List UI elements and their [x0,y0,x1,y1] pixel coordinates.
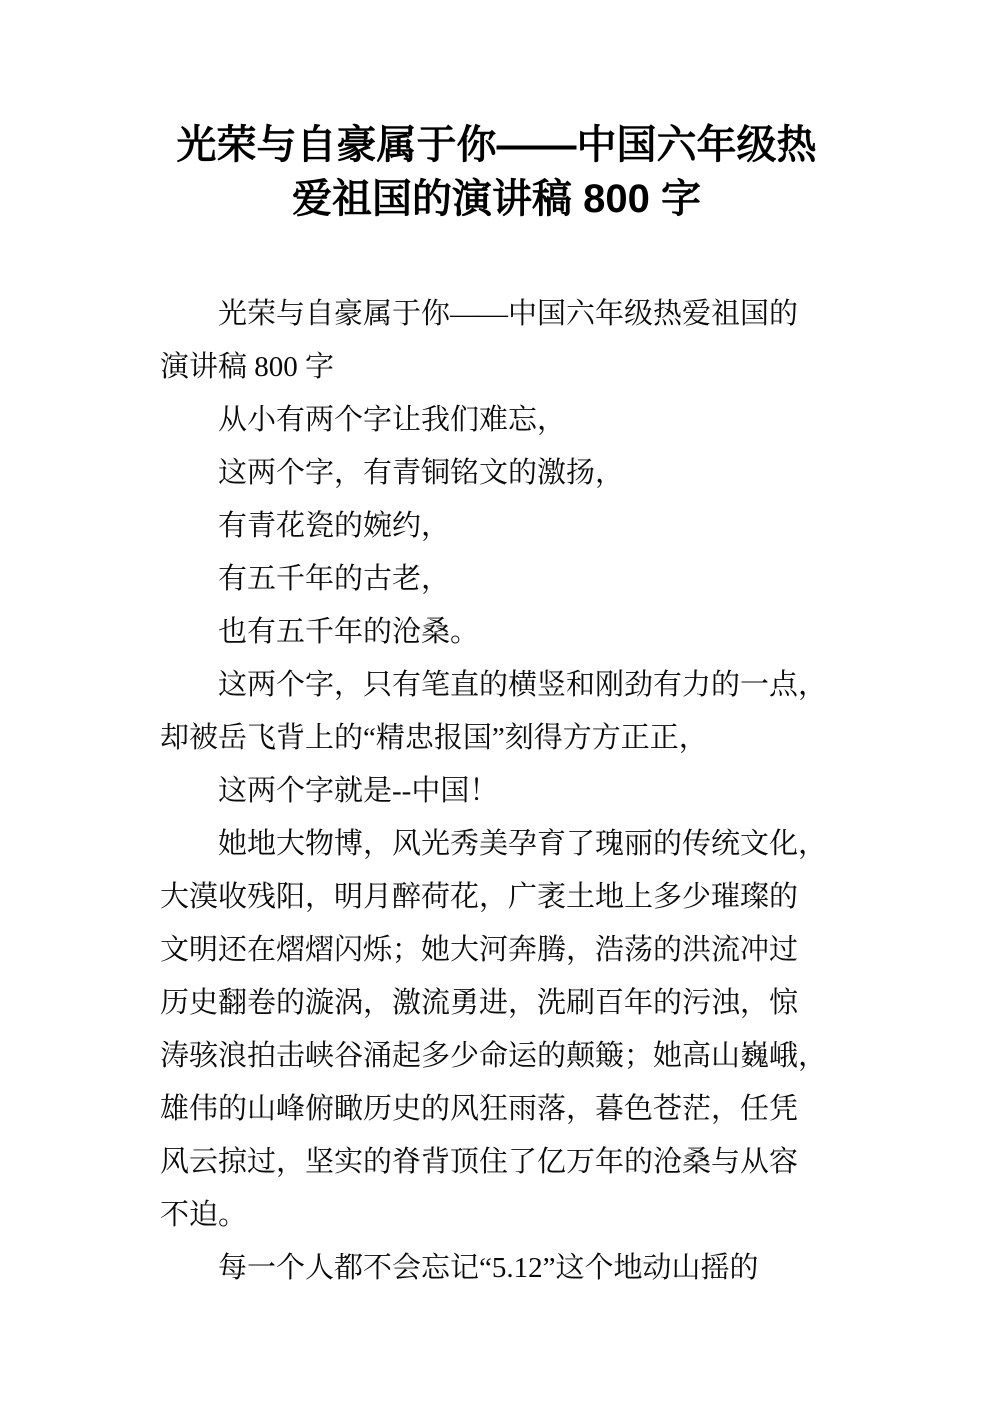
body-line: 光荣与自豪属于你——中国六年级热爱祖国的 [218,298,799,330]
body-line: 不迫。 [160,1199,248,1231]
body-line: 从小有两个字让我们难忘， [218,404,567,436]
title-line: 爱祖国的演讲稿 800 字 [292,177,701,221]
title-line: 光荣与自豪属于你——中国六年级热 [176,123,817,167]
body-line: 演讲稿 800 字 [160,351,335,383]
document-title [74,118,919,226]
body-line: 涛骇浪拍击峡谷涌起多少命运的颠簸；她高山巍峨， [160,1040,828,1072]
body-line: 每一个人都不会忘记“5.12”这个地动山摇的 [218,1252,759,1284]
body-line: 这两个字就是--中国！ [218,775,499,807]
document-body [160,288,845,1295]
body-line: 也有五千年的沧桑。 [218,616,480,648]
body-line: 有五千年的古老， [218,563,451,595]
body-line: 却被岳飞背上的“精忠报国”刻得方方正正， [160,722,708,754]
body-line: 雄伟的山峰俯瞰历史的风狂雨落，暮色苍茫，任凭 [160,1093,799,1125]
body-line: 这两个字，只有笔直的横竖和刚劲有力的一点， [218,669,828,701]
body-line: 大漠收残阳，明月醉荷花，广袤土地上多少璀璨的 [160,881,799,913]
body-line: 文明还在熠熠闪烁；她大河奔腾，浩荡的洪流冲过 [160,934,799,966]
body-line: 这两个字，有青铜铭文的激扬， [218,457,625,489]
body-line: 她地大物博，风光秀美孕育了瑰丽的传统文化， [218,828,828,860]
body-line: 风云掠过，坚实的脊背顶住了亿万年的沧桑与从容 [160,1146,799,1178]
body-line: 有青花瓷的婉约， [218,510,451,542]
body-line: 历史翻卷的漩涡，激流勇进，洗刷百年的污浊，惊 [160,987,799,1019]
